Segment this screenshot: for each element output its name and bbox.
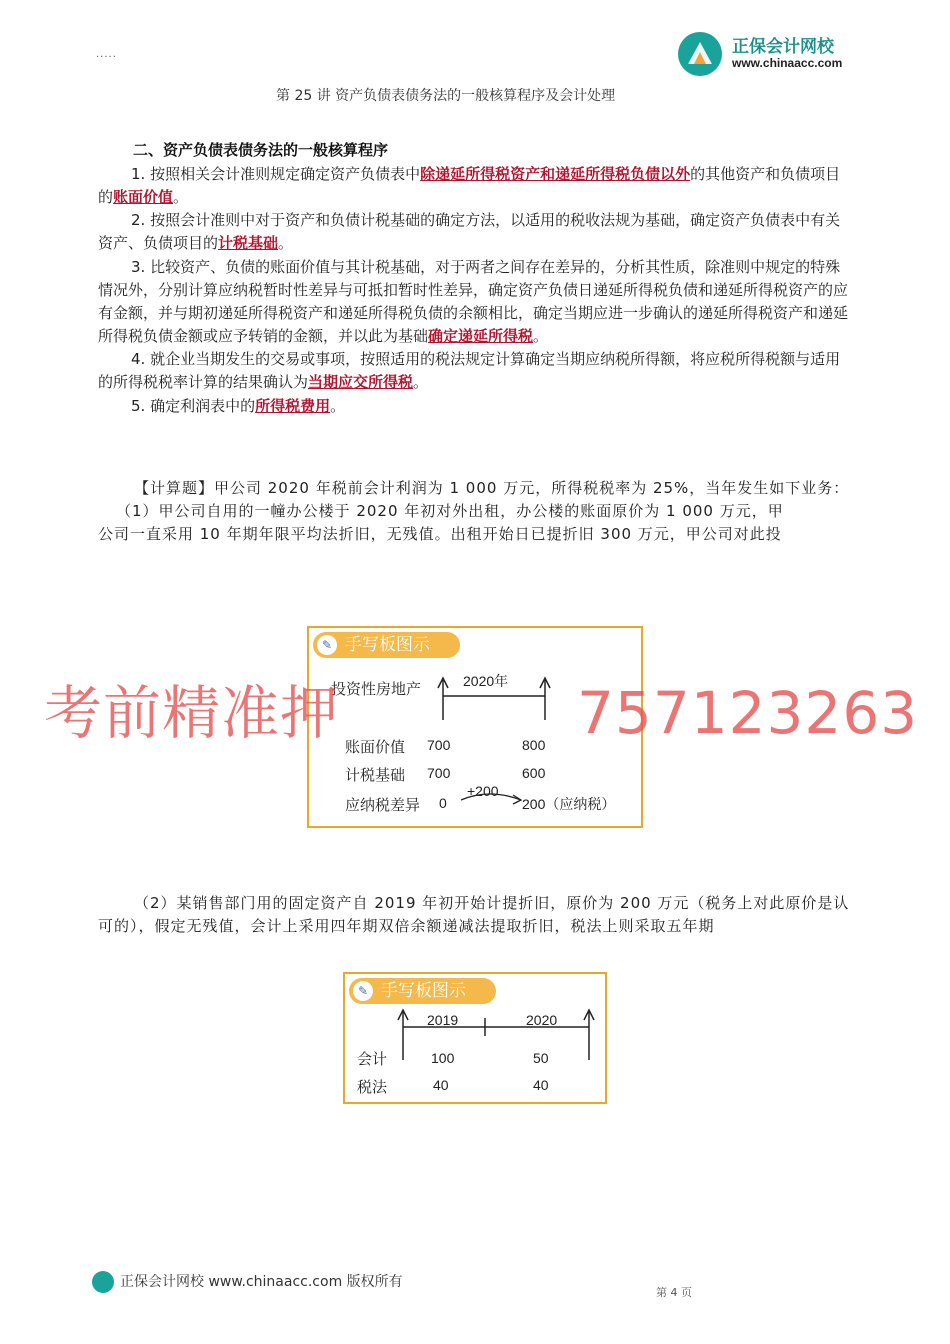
calc-item-2: （2）某销售部门用的固定资产自 2019 年初开始计提折旧，原价为 200 万元（税务上对此原价是认可的），假定无残值，会计上采用四年期双倍余额递减法提取折旧，税法上则采取五年期 (98, 894, 850, 935)
board1-row-label: 账面价值 (345, 738, 406, 756)
highlight-term: 除递延所得税资产和递延所得税负债以外 (420, 165, 691, 183)
board2-row-label: 会计 (357, 1050, 388, 1068)
step-5: 5. 确定利润表中的所得税费用。 (131, 397, 346, 415)
highlight-term: 当期应交所得税 (308, 373, 414, 391)
highlight-term: 账面价值 (113, 188, 174, 206)
footer-logo-icon (92, 1271, 114, 1293)
board2-value: 100 (431, 1050, 455, 1066)
highlight-term: 确定递延所得税 (428, 327, 534, 345)
highlight-term: 所得税费用 (255, 397, 331, 415)
logo-url: www.chinaacc.com (732, 56, 843, 70)
page-number: 第 4 页 (656, 1286, 692, 1299)
section-title: 二、资产负债表债务法的一般核算程序 (133, 141, 389, 159)
pencil-icon: ✎ (317, 635, 337, 655)
board2-value: 40 (433, 1077, 449, 1093)
page-title: 第 25 讲 资产负债表债务法的一般核算程序及会计处理 (276, 88, 616, 104)
watermark: 考前精准押 757123263 (44, 679, 919, 747)
calc-item-1-line-2: 公司一直采用 10 年期年限平均法折旧，无残值。出租开始日已提折旧 300 万元，甲公司对此投 (98, 525, 782, 543)
brand-logo (678, 30, 878, 76)
logo-name: 正保会计网校 (732, 37, 834, 57)
board1-row-label: 计税基础 (345, 766, 406, 784)
highlight-term: 计税基础 (218, 234, 279, 252)
step-1: 1. 按照相关会计准则规定确定资产负债表中除递延所得税资产和递延所得税负债以外的其他资产和负债项目的账面价值。 (98, 165, 841, 206)
calc-question (98, 477, 858, 546)
board2-year: 2019 (427, 1012, 459, 1028)
footer-text: 正保会计网校 www.chinaacc.com 版权所有 (120, 1274, 403, 1290)
logo-icon (678, 32, 722, 76)
calc-item-1-line-1: （1）甲公司自用的一幢办公楼于 2020 年初对外出租，办公楼的账面原价为 1 000 万元，甲 (116, 502, 784, 520)
pencil-icon: ✎ (353, 981, 373, 1001)
board1-row-label: 应纳税差异 (345, 796, 421, 814)
board2-value: 50 (533, 1050, 549, 1066)
header-fragment: ····· (96, 52, 117, 63)
footer (92, 1271, 403, 1293)
board2-year: 2020 (526, 1012, 558, 1028)
calc-intro: 【计算题】甲公司 2020 年税前会计利润为 1 000 万元，所得税税率为 25%，当年发生如下业务： (134, 479, 850, 497)
step-3: 3. 比较资产、负债的账面价值与其计税基础，对于两者之间存在差异的，分析其性质，除准则中规定的特殊情况外，分别计算应纳税暂时性差异与可抵扣暂时性差异，确定资产负债日递延所得税负债和递延所得税资产的应有金额，并与期初递延所得税资产和递延所得税负债的余额相比，确定当期应进一步确认的递延所得税资产和递延所得税负债金额或应予转销的金额，并以此为基础确定递延所得税。 (98, 258, 849, 345)
board-tag: ✎ 手写板图示 (313, 632, 460, 658)
board1-row-left: 700 (427, 765, 451, 781)
board1-row-left: 0 (439, 795, 447, 811)
board1-year: 2020年 (463, 673, 509, 689)
board-tag: ✎ 手写板图示 (349, 978, 496, 1004)
board2-row-label: 税法 (357, 1078, 388, 1096)
handwriting-board-2 (343, 972, 607, 1104)
board1-row-right: 200（应纳税） (522, 796, 616, 812)
board1-row-right: 600 (522, 765, 546, 781)
board1-row-right: 800 (522, 737, 546, 753)
board1-title-label: 投资性房地产 (331, 680, 422, 698)
board1-row-left: 700 (427, 737, 451, 753)
board1-change: +200 (467, 783, 499, 799)
board2-value: 40 (533, 1077, 549, 1093)
step-2: 2. 按照会计准则中对于资产和负债计税基础的确定方法，以适用的税收法规为基础，确定资产负债表中有关资产、负债项目的计税基础。 (98, 211, 841, 252)
step-4: 4. 就企业当期发生的交易或事项，按照适用的税法规定计算确定当期应纳税所得额，将应税所得税额与适用的所得税税率计算的结果确认为当期应交所得税。 (98, 350, 841, 391)
